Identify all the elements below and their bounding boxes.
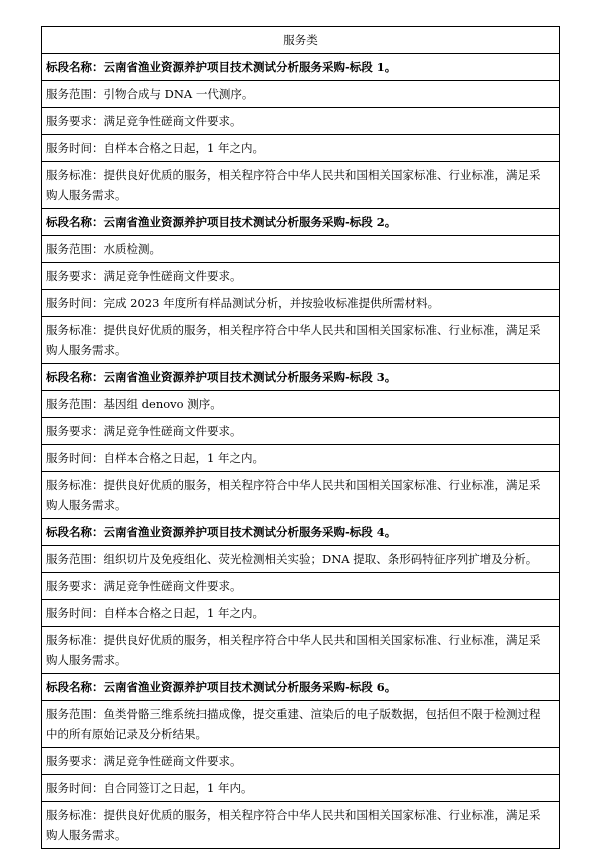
table-row xyxy=(42,391,560,418)
cell-line: 服务时间：完成 2023 年度所有样品测试分析，并按验收标准提供所需材料。 xyxy=(46,296,440,310)
cell-line: 服务范围：引物合成与 DNA 一代测序。 xyxy=(46,87,254,101)
cell-line: 服务标准：提供良好优质的服务，相关程序符合中华人民共和国相关国家标准、行业标准，满足采 xyxy=(46,478,541,492)
cell-line: 购人服务需求。 xyxy=(46,828,127,842)
table-cell xyxy=(42,546,560,573)
table-cell xyxy=(42,236,560,263)
section-title: 标段名称：云南省渔业资源养护项目技术测试分析服务采购-标段 1。 xyxy=(42,54,560,81)
header-row xyxy=(42,27,560,54)
cell-line: 服务时间：自合同签订之日起，1 年内。 xyxy=(46,781,253,795)
cell-line: 购人服务需求。 xyxy=(46,343,127,357)
services-table-body xyxy=(42,27,560,849)
cell-line: 服务要求：满足竞争性磋商文件要求。 xyxy=(46,114,242,128)
cell-line: 购人服务需求。 xyxy=(46,498,127,512)
table-row xyxy=(42,573,560,600)
cell-line: 中的所有原始记录及分析结果。 xyxy=(46,727,207,741)
cell-line: 服务要求：满足竞争性磋商文件要求。 xyxy=(46,424,242,438)
cell-line: 服务要求：满足竞争性磋商文件要求。 xyxy=(46,579,242,593)
table-cell xyxy=(42,445,560,472)
cell-line: 服务时间：自样本合格之日起，1 年之内。 xyxy=(46,141,264,155)
cell-line: 服务标准：提供良好优质的服务，相关程序符合中华人民共和国相关国家标准、行业标准，满足采 xyxy=(46,323,541,337)
table-row xyxy=(42,775,560,802)
table-cell xyxy=(42,701,560,748)
cell-line: 服务范围：基因组 denovo 测序。 xyxy=(46,397,222,411)
cell-line: 服务标准：提供良好优质的服务，相关程序符合中华人民共和国相关国家标准、行业标准，满足采 xyxy=(46,808,541,822)
table-cell xyxy=(42,108,560,135)
section-title-row xyxy=(42,54,560,81)
table-cell xyxy=(42,263,560,290)
table-row xyxy=(42,701,560,748)
table-row xyxy=(42,445,560,472)
table-cell xyxy=(42,600,560,627)
section-title-row xyxy=(42,519,560,546)
table-row xyxy=(42,802,560,849)
cell-line: 购人服务需求。 xyxy=(46,188,127,202)
section-title: 标段名称：云南省渔业资源养护项目技术测试分析服务采购-标段 2。 xyxy=(42,209,560,236)
table-cell xyxy=(42,81,560,108)
cell-line: 服务标准：提供良好优质的服务，相关程序符合中华人民共和国相关国家标准、行业标准，满足采 xyxy=(46,168,541,182)
table-row xyxy=(42,600,560,627)
section-title-row xyxy=(42,674,560,701)
table-row xyxy=(42,290,560,317)
table-row xyxy=(42,317,560,364)
table-row xyxy=(42,81,560,108)
services-table xyxy=(41,26,560,849)
section-title: 标段名称：云南省渔业资源养护项目技术测试分析服务采购-标段 6。 xyxy=(42,674,560,701)
cell-line: 服务范围：组织切片及免疫组化、荧光检测相关实验；DNA 提取、条形码特征序列扩增及分析。 xyxy=(46,552,538,566)
table-cell xyxy=(42,162,560,209)
table-row xyxy=(42,418,560,445)
table-row xyxy=(42,236,560,263)
table-cell xyxy=(42,748,560,775)
section-title-row xyxy=(42,209,560,236)
table-row xyxy=(42,627,560,674)
table-cell xyxy=(42,391,560,418)
section-title-row xyxy=(42,364,560,391)
table-cell xyxy=(42,317,560,364)
cell-line: 服务范围：水质检测。 xyxy=(46,242,161,256)
table-row xyxy=(42,162,560,209)
table-row xyxy=(42,748,560,775)
cell-line: 服务时间：自样本合格之日起，1 年之内。 xyxy=(46,606,264,620)
section-title: 标段名称：云南省渔业资源养护项目技术测试分析服务采购-标段 4。 xyxy=(42,519,560,546)
table-cell xyxy=(42,472,560,519)
cell-line: 服务要求：满足竞争性磋商文件要求。 xyxy=(46,269,242,283)
table-cell xyxy=(42,135,560,162)
cell-line: 购人服务需求。 xyxy=(46,653,127,667)
table-cell xyxy=(42,418,560,445)
table-cell xyxy=(42,290,560,317)
table-row xyxy=(42,472,560,519)
table-row xyxy=(42,546,560,573)
cell-line: 服务时间：自样本合格之日起，1 年之内。 xyxy=(46,451,264,465)
cell-line: 服务要求：满足竞争性磋商文件要求。 xyxy=(46,754,242,768)
table-row xyxy=(42,135,560,162)
cell-line: 服务范围：鱼类骨骼三维系统扫描成像，提交重建、渲染后的电子版数据，包括但不限于检测过程 xyxy=(46,707,541,721)
table-cell xyxy=(42,573,560,600)
table-header: 服务类 xyxy=(42,27,560,54)
table-cell xyxy=(42,627,560,674)
table-cell xyxy=(42,802,560,849)
table-row xyxy=(42,263,560,290)
cell-line: 服务标准：提供良好优质的服务，相关程序符合中华人民共和国相关国家标准、行业标准，满足采 xyxy=(46,633,541,647)
table-row xyxy=(42,108,560,135)
section-title: 标段名称：云南省渔业资源养护项目技术测试分析服务采购-标段 3。 xyxy=(42,364,560,391)
table-cell xyxy=(42,775,560,802)
